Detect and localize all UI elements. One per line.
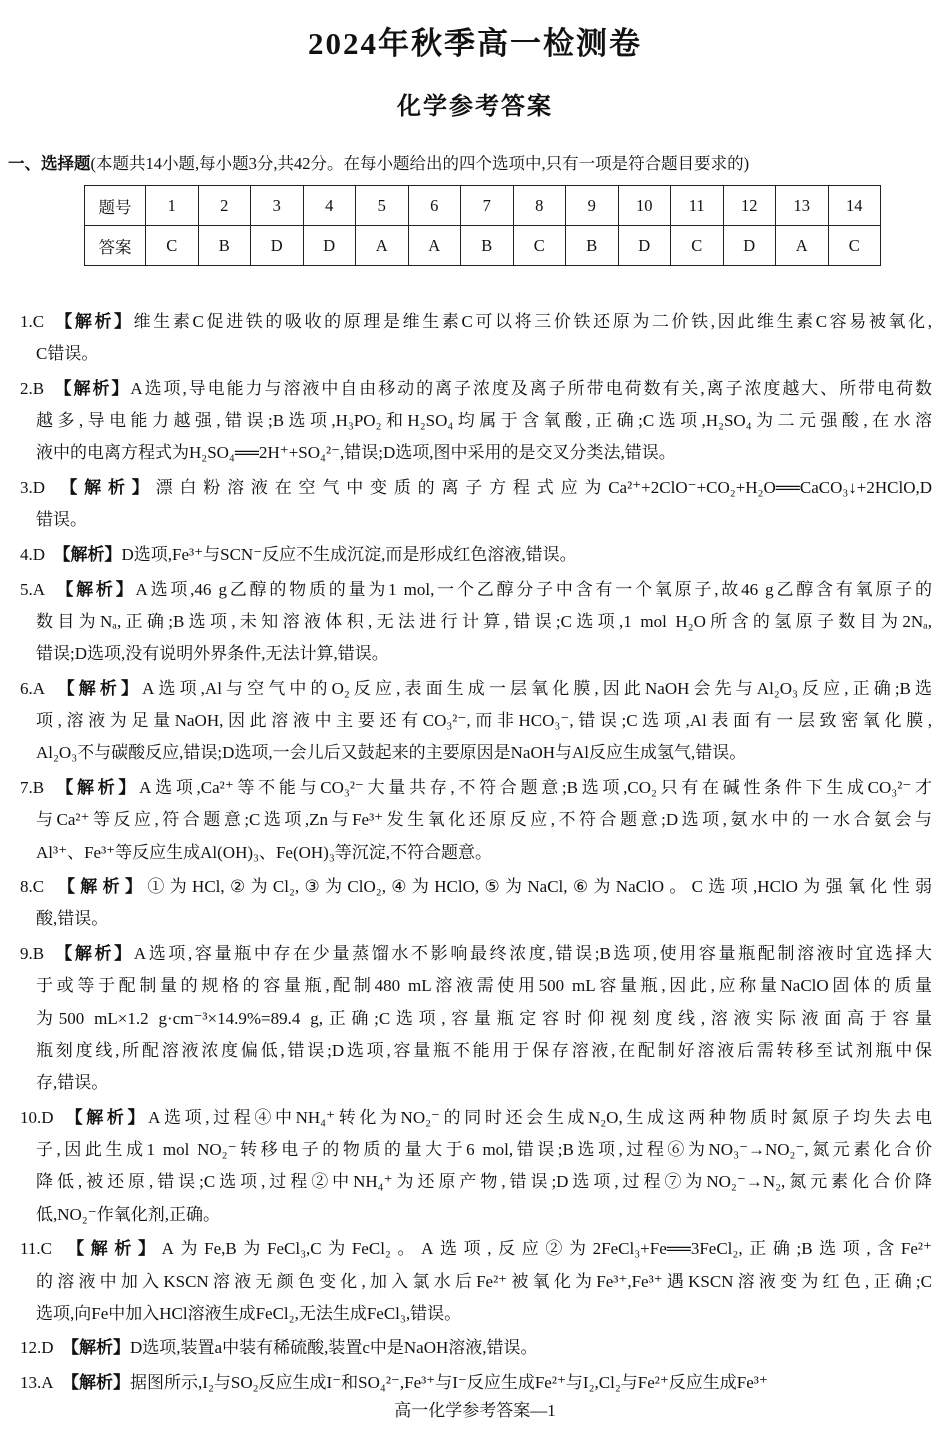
row-label: 题号 xyxy=(85,186,146,226)
explanation-text: A为Fe,B为FeCl₃,C为FeCl₂。A选项,反应②为2FeCl₃+Fe══3FeCl₂,正确;B选项,含Fe²⁺ xyxy=(161,1239,932,1259)
question-number-cell: 8 xyxy=(513,186,566,226)
explanation-line xyxy=(20,772,932,804)
answer-cell: C xyxy=(828,226,881,266)
explanation-line: 与Ca²⁺等反应,符合题意;C选项,Zn与Fe³⁺发生氧化还原反应,不符合题意;D选项,氨水中的一水合氨会与 xyxy=(36,810,932,830)
answer-number: 7.B xyxy=(20,777,45,797)
explanation-line: 选项,向Fe中加入HCl溶液生成FeCl₂,无法生成FeCl₃,错误。 xyxy=(36,1303,462,1323)
answer-cell: A xyxy=(408,226,461,266)
explanation-item xyxy=(20,472,932,537)
analysis-tag: 【解析】 xyxy=(53,678,143,698)
answer-number: 8.C xyxy=(20,877,45,897)
question-number-row xyxy=(85,186,881,226)
analysis-tag: 【解析】 xyxy=(53,478,156,498)
question-number-cell: 7 xyxy=(461,186,514,226)
explanation-line: 错误。 xyxy=(36,510,87,530)
analysis-tag: 【解析】 xyxy=(53,544,122,564)
explanation-line: 子,因此生成1 mol NO₂⁻转移电子的物质的量大于6 mol,错误;B选项,过程⑥为NO₃⁻→NO₂⁻,氮元素化合价 xyxy=(36,1140,932,1160)
explanation-text: A选项,Ca²⁺等不能与CO₃²⁻大量共存,不符合题意;B选项,CO₂只有在碱性条件下生成CO₃²⁻才 xyxy=(139,777,932,797)
analysis-tag: 【解析】 xyxy=(62,1107,149,1127)
explanation-line xyxy=(20,574,932,606)
answer-table xyxy=(84,185,881,266)
explanation-line xyxy=(20,472,932,504)
page-footer: 高一化学参考答案—1 xyxy=(394,1401,556,1420)
answer-number: 1.C xyxy=(20,312,45,331)
analysis-tag: 【解析】 xyxy=(52,877,148,897)
answer-number: 9.B xyxy=(20,944,45,964)
question-number-cell: 3 xyxy=(251,186,304,226)
explanation-text: A选项,容量瓶中存在少量蒸馏水不影响最终浓度,错误;B选项,使用容量瓶配制溶液时宜选择大 xyxy=(133,944,932,964)
answer-number: 12.D xyxy=(20,1338,54,1358)
explanation-text: A选项,过程④中NH₄⁺转化为NO₂⁻的同时还会生成N₂O,生成这两种物质时氮原子均失去电 xyxy=(148,1107,932,1127)
explanation-text: ①为HCl,②为Cl₂,③为ClO₂,④为HClO,⑤为NaCl,⑥为NaClO。C选项,HClO为强氧化性弱 xyxy=(147,877,932,897)
question-number-cell: 9 xyxy=(566,186,619,226)
answer-number: 11.C xyxy=(20,1239,52,1259)
explanation-line: 低,NO₂⁻作氧化剂,正确。 xyxy=(36,1204,220,1224)
question-number-cell: 13 xyxy=(776,186,829,226)
question-number-cell: 2 xyxy=(198,186,251,226)
explanation-line: 降低,被还原,错误;C选项,过程②中NH₄⁺为还原产物,错误;D选项,过程⑦为NO₂⁻→N₂,氮元素化合价降 xyxy=(36,1172,932,1192)
explanation-line xyxy=(20,1367,932,1399)
answer-cell: C xyxy=(146,226,199,266)
explanation-line: 液中的电离方程式为H₂SO₄══2H⁺+SO₄²⁻,错误;D选项,图中采用的是交叉分类法,错误。 xyxy=(36,443,676,463)
answer-number: 10.D xyxy=(20,1107,54,1127)
analysis-tag: 【解析】 xyxy=(52,944,134,964)
question-number-cell: 6 xyxy=(408,186,461,226)
analysis-tag: 【解析】 xyxy=(62,1338,131,1358)
explanation-line xyxy=(20,1233,932,1265)
explanation-text: 漂白粉溶液在空气中变质的离子方程式应为Ca²⁺+2ClO⁻+CO₂+H₂O══CaCO₃↓+2HClO,D xyxy=(155,478,932,498)
explanation-line: C错误。 xyxy=(36,344,99,364)
section-heading xyxy=(8,150,938,174)
explanation-line xyxy=(20,1332,932,1364)
question-number-cell: 11 xyxy=(671,186,724,226)
answer-cell: D xyxy=(251,226,304,266)
answer-cell: A xyxy=(356,226,409,266)
explanation-line: 为500 mL×1.2 g·cm⁻³×14.9%=89.4 g,正确;C选项,容量瓶定容时仰视刻度线,溶液实际液面高于容量 xyxy=(36,1008,932,1028)
explanation-item xyxy=(20,1102,932,1231)
explanation-line xyxy=(20,1102,932,1134)
answer-cell: D xyxy=(723,226,776,266)
explanation-text: 据图所示,I₂与SO₂反应生成I⁻和SO₄²⁻,Fe³⁺与I⁻反应生成Fe²⁺与I₂,Cl₂与Fe²⁺反应生成Fe³⁺ xyxy=(130,1373,768,1393)
analysis-tag: 【解析】 xyxy=(52,777,140,797)
explanations-list xyxy=(20,306,932,1402)
explanation-item xyxy=(20,871,932,936)
answer-cell: B xyxy=(566,226,619,266)
answer-number: 3.D xyxy=(20,478,46,498)
explanation-line: Al³⁺、Fe³⁺等反应生成Al(OH)₃、Fe(OH)₃等沉淀,不符合题意。 xyxy=(36,842,492,862)
answer-cell: B xyxy=(198,226,251,266)
explanation-line xyxy=(20,673,932,705)
explanation-text: D选项,装置a中装有稀硫酸,装置c中是NaOH溶液,错误。 xyxy=(130,1338,538,1358)
explanation-line: Al₂O₃不与碳酸反应,错误;D选项,一会儿后又鼓起来的主要原因是NaOH与Al反应生成氢气,错误。 xyxy=(36,743,747,763)
answer-number: 4.D xyxy=(20,544,46,564)
question-number-cell: 10 xyxy=(618,186,671,226)
explanation-item xyxy=(20,1233,932,1330)
explanation-item xyxy=(20,306,932,371)
analysis-tag: 【解析】 xyxy=(62,1373,131,1393)
explanation-line: 的溶液中加入KSCN溶液无颜色变化,加入氯水后Fe²⁺被氧化为Fe³⁺,Fe³⁺遇KSCN溶液变为红色,正确;C xyxy=(36,1271,932,1291)
explanation-item xyxy=(20,1332,932,1364)
explanation-line: 数目为Nₐ,正确;B选项,未知溶液体积,无法进行计算,错误;C选项,1 mol H₂O所含的氢原子数目为2Nₐ, xyxy=(36,611,932,631)
section-note: (本题共14小题,每小题3分,共42分。在每小题给出的四个选项中,只有一项是符合题目要求的) xyxy=(90,154,750,173)
explanation-line xyxy=(20,306,932,338)
answer-number: 2.B xyxy=(20,378,45,398)
row-label: 答案 xyxy=(85,226,146,266)
document-title: 2024年秋季高一检测卷 xyxy=(308,26,642,61)
explanation-item xyxy=(20,373,932,470)
answer-row xyxy=(85,226,881,266)
analysis-tag: 【解析】 xyxy=(53,579,136,599)
explanation-line: 瓶刻度线,所配溶液浓度偏低,错误;D选项,容量瓶不能用于保存溶液,在配制好溶液后需转移至试剂瓶中保 xyxy=(36,1040,932,1060)
explanation-line xyxy=(20,539,932,571)
explanation-line xyxy=(20,871,932,903)
explanation-line: 越多,导电能力越强,错误;B选项,H₃PO₂和H₂SO₄均属于含氧酸,正确;C选项,H₂SO₄为二元强酸,在水溶 xyxy=(36,411,932,431)
explanation-line: 项,溶液为足量NaOH,因此溶液中主要还有CO₃²⁻,而非HCO₃⁻,错误;C选项,Al表面有一层致密氧化膜, xyxy=(36,711,932,731)
question-number-cell: 12 xyxy=(723,186,776,226)
question-number-cell: 5 xyxy=(356,186,409,226)
analysis-tag: 【解析】 xyxy=(52,378,131,398)
analysis-tag: 【解析】 xyxy=(60,1239,162,1259)
answer-number: 13.A xyxy=(20,1373,54,1393)
explanation-text: D选项,Fe³⁺与SCN⁻反应不生成沉淀,而是形成红色溶液,错误。 xyxy=(121,544,577,564)
explanation-item xyxy=(20,938,932,1099)
answer-cell: D xyxy=(618,226,671,266)
section-title: 一、选择题 xyxy=(8,154,91,173)
explanation-item xyxy=(20,574,932,671)
explanation-line: 存,错误。 xyxy=(36,1073,109,1093)
answer-number: 6.A xyxy=(20,678,46,698)
explanation-item xyxy=(20,673,932,770)
answer-number: 5.A xyxy=(20,579,46,599)
explanation-text: A选项,Al与空气中的O₂反应,表面生成一层氧化膜,因此NaOH会先与Al₂O₃反应,正确;B选 xyxy=(142,678,932,698)
explanation-text: A选项,46 g乙醇的物质的量为1 mol,一个乙醇分子中含有一个氧原子,故46 g乙醇含有氧原子的 xyxy=(135,579,932,599)
document-subtitle: 化学参考答案 xyxy=(397,94,553,120)
answer-cell: C xyxy=(513,226,566,266)
explanation-line: 错误;D选项,没有说明外界条件,无法计算,错误。 xyxy=(36,644,389,664)
question-number-cell: 1 xyxy=(146,186,199,226)
analysis-tag: 【解析】 xyxy=(52,312,134,331)
answer-cell: A xyxy=(776,226,829,266)
answer-cell: C xyxy=(671,226,724,266)
explanation-item xyxy=(20,1367,932,1399)
explanation-text: A选项,导电能力与溶液中自由移动的离子浓度及离子所带电荷数有关,离子浓度越大、所带电荷数 xyxy=(130,378,932,398)
explanation-line: 酸,错误。 xyxy=(36,909,109,929)
question-number-cell: 4 xyxy=(303,186,356,226)
explanation-line xyxy=(20,938,932,970)
explanation-item xyxy=(20,539,932,571)
explanation-text: 维生素C促进铁的吸收的原理是维生素C可以将三价铁还原为二价铁,因此维生素C容易被氧化, xyxy=(133,312,932,331)
explanation-line: 于或等于配制量的规格的容量瓶,配制480 mL溶液需使用500 mL容量瓶,因此,应称量NaClO固体的质量 xyxy=(36,976,932,996)
explanation-item xyxy=(20,772,932,869)
answer-cell: D xyxy=(303,226,356,266)
explanation-line xyxy=(20,373,932,405)
answer-cell: B xyxy=(461,226,514,266)
question-number-cell: 14 xyxy=(828,186,881,226)
